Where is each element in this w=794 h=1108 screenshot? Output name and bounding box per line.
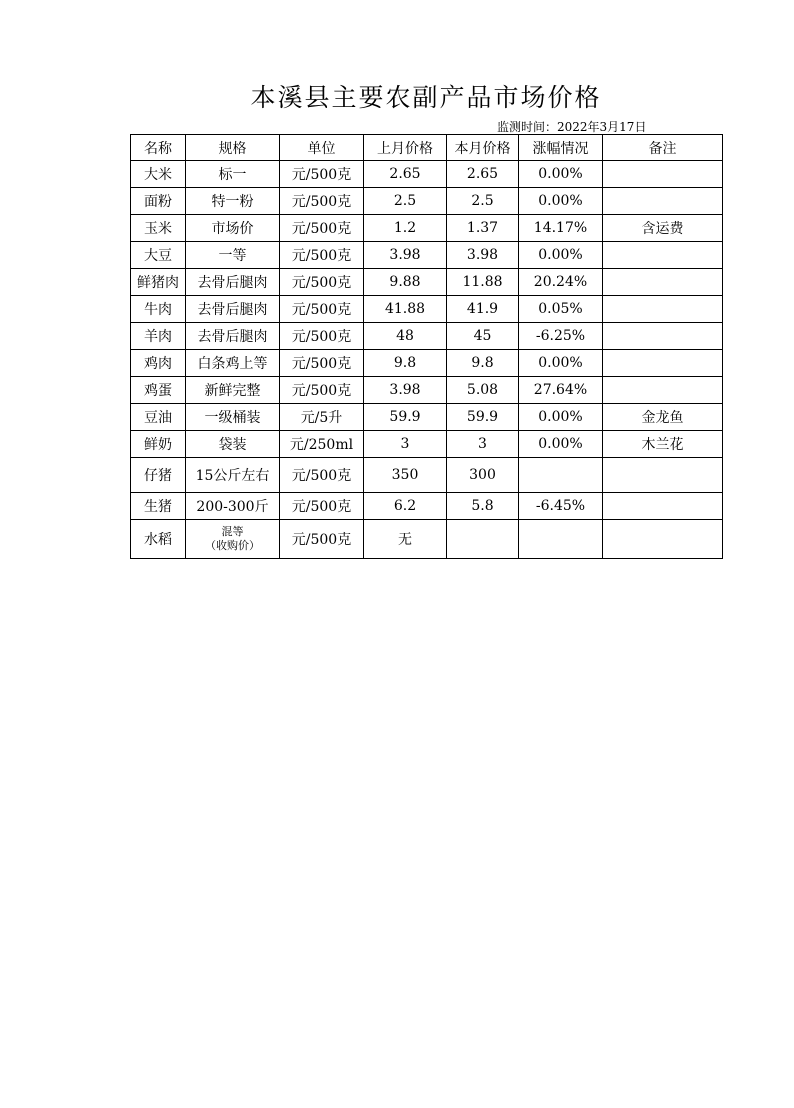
table-header-row — [131, 135, 723, 161]
header-last-month: 上月价格 — [364, 135, 447, 161]
cell-unit: 元/500克 — [280, 520, 364, 559]
cell-last-month: 48 — [364, 323, 447, 350]
cell-unit: 元/500克 — [280, 323, 364, 350]
cell-change: 0.00% — [519, 188, 603, 215]
table-row — [131, 296, 723, 323]
cell-unit: 元/500克 — [280, 377, 364, 404]
cell-last-month: 9.88 — [364, 269, 447, 296]
cell-unit: 元/500克 — [280, 161, 364, 188]
cell-note — [603, 458, 723, 493]
cell-name: 鸡蛋 — [131, 377, 186, 404]
cell-name: 牛肉 — [131, 296, 186, 323]
cell-unit: 元/250ml — [280, 431, 364, 458]
cell-change: 14.17% — [519, 215, 603, 242]
cell-this-month: 300 — [447, 458, 519, 493]
table-row — [131, 242, 723, 269]
header-change: 涨幅情况 — [519, 135, 603, 161]
cell-last-month: 2.5 — [364, 188, 447, 215]
cell-this-month: 59.9 — [447, 404, 519, 431]
cell-change: 20.24% — [519, 269, 603, 296]
cell-spec: 一等 — [186, 242, 280, 269]
cell-name: 豆油 — [131, 404, 186, 431]
cell-change: 0.00% — [519, 161, 603, 188]
cell-spec: 15公斤左右 — [186, 458, 280, 493]
header-spec: 规格 — [186, 135, 280, 161]
cell-note — [603, 323, 723, 350]
cell-this-month: 2.65 — [447, 161, 519, 188]
cell-change: 27.64% — [519, 377, 603, 404]
cell-last-month: 3.98 — [364, 242, 447, 269]
page-title: 本溪县主要农副产品市场价格 — [250, 83, 602, 112]
cell-name: 大豆 — [131, 242, 186, 269]
cell-spec: 市场价 — [186, 215, 280, 242]
cell-spec: 标一 — [186, 161, 280, 188]
cell-spec: 200-300斤 — [186, 493, 280, 520]
cell-spec: 袋装 — [186, 431, 280, 458]
cell-this-month: 41.9 — [447, 296, 519, 323]
cell-note — [603, 242, 723, 269]
cell-name: 面粉 — [131, 188, 186, 215]
cell-name: 水稻 — [131, 520, 186, 559]
cell-this-month: 3.98 — [447, 242, 519, 269]
cell-last-month: 350 — [364, 458, 447, 493]
cell-name: 鲜奶 — [131, 431, 186, 458]
cell-this-month: 11.88 — [447, 269, 519, 296]
cell-this-month: 9.8 — [447, 350, 519, 377]
cell-last-month: 59.9 — [364, 404, 447, 431]
cell-change: 0.05% — [519, 296, 603, 323]
cell-note: 含运费 — [603, 215, 723, 242]
cell-this-month: 5.8 — [447, 493, 519, 520]
table-row — [131, 377, 723, 404]
cell-unit: 元/500克 — [280, 296, 364, 323]
header-name: 名称 — [131, 135, 186, 161]
cell-change: -6.25% — [519, 323, 603, 350]
cell-name: 生猪 — [131, 493, 186, 520]
cell-unit: 元/500克 — [280, 493, 364, 520]
cell-spec: 新鲜完整 — [186, 377, 280, 404]
monitor-time: 监测时间：2022年3月17日 — [497, 120, 647, 134]
cell-last-month: 3.98 — [364, 377, 447, 404]
cell-unit: 元/500克 — [280, 188, 364, 215]
table-row — [131, 458, 723, 493]
table-row — [131, 404, 723, 431]
cell-change: 0.00% — [519, 242, 603, 269]
cell-unit: 元/5升 — [280, 404, 364, 431]
cell-note — [603, 377, 723, 404]
cell-note — [603, 161, 723, 188]
cell-name: 大米 — [131, 161, 186, 188]
table-row — [131, 431, 723, 458]
cell-last-month: 3 — [364, 431, 447, 458]
cell-this-month: 5.08 — [447, 377, 519, 404]
header-note: 备注 — [603, 135, 723, 161]
cell-change: 0.00% — [519, 404, 603, 431]
cell-spec: 去骨后腿肉 — [186, 323, 280, 350]
table-row — [131, 215, 723, 242]
cell-spec: 去骨后腿肉 — [186, 296, 280, 323]
table-row — [131, 520, 723, 559]
cell-note: 金龙鱼 — [603, 404, 723, 431]
cell-spec: 白条鸡上等 — [186, 350, 280, 377]
cell-note — [603, 520, 723, 559]
cell-name: 鲜猪肉 — [131, 269, 186, 296]
cell-change — [519, 458, 603, 493]
cell-this-month: 3 — [447, 431, 519, 458]
cell-note — [603, 296, 723, 323]
cell-change — [519, 520, 603, 559]
cell-note: 木兰花 — [603, 431, 723, 458]
cell-name: 玉米 — [131, 215, 186, 242]
cell-last-month: 9.8 — [364, 350, 447, 377]
table-row — [131, 161, 723, 188]
cell-last-month: 2.65 — [364, 161, 447, 188]
cell-name: 鸡肉 — [131, 350, 186, 377]
header-unit: 单位 — [280, 135, 364, 161]
cell-spec: 去骨后腿肉 — [186, 269, 280, 296]
cell-note — [603, 269, 723, 296]
table-row — [131, 269, 723, 296]
cell-unit: 元/500克 — [280, 242, 364, 269]
cell-note — [603, 493, 723, 520]
cell-change: 0.00% — [519, 350, 603, 377]
table-row — [131, 493, 723, 520]
cell-this-month: 45 — [447, 323, 519, 350]
cell-note — [603, 188, 723, 215]
cell-unit: 元/500克 — [280, 215, 364, 242]
cell-unit: 元/500克 — [280, 458, 364, 493]
cell-name: 羊肉 — [131, 323, 186, 350]
table-row — [131, 350, 723, 377]
cell-last-month: 1.2 — [364, 215, 447, 242]
header-this-month: 本月价格 — [447, 135, 519, 161]
table-row — [131, 323, 723, 350]
cell-unit: 元/500克 — [280, 350, 364, 377]
cell-this-month — [447, 520, 519, 559]
cell-change: 0.00% — [519, 431, 603, 458]
cell-this-month: 1.37 — [447, 215, 519, 242]
cell-spec: 混等 （收购价） — [186, 520, 280, 559]
cell-last-month: 41.88 — [364, 296, 447, 323]
cell-spec: 特一粉 — [186, 188, 280, 215]
cell-this-month: 2.5 — [447, 188, 519, 215]
cell-last-month: 6.2 — [364, 493, 447, 520]
cell-change: -6.45% — [519, 493, 603, 520]
table-row — [131, 188, 723, 215]
cell-spec: 一级桶装 — [186, 404, 280, 431]
cell-note — [603, 350, 723, 377]
cell-name: 仔猪 — [131, 458, 186, 493]
cell-unit: 元/500克 — [280, 269, 364, 296]
cell-last-month: 无 — [364, 520, 447, 559]
price-table — [130, 134, 723, 559]
